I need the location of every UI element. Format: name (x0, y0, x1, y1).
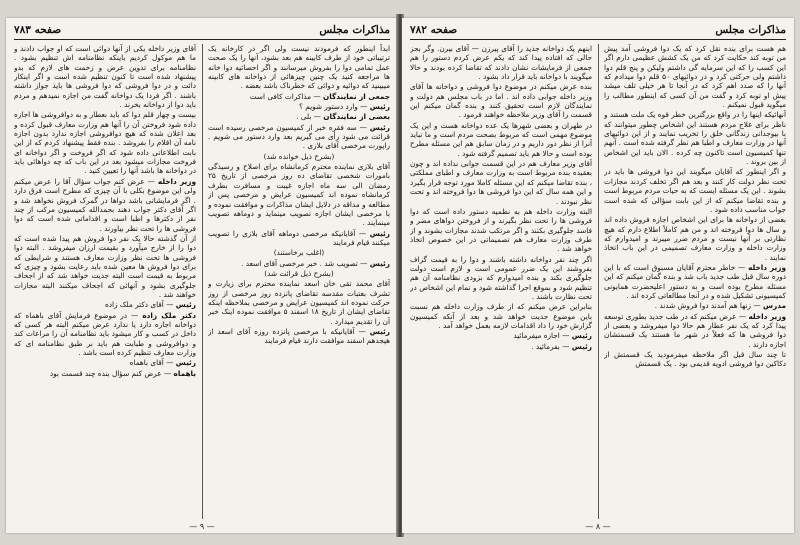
paragraph-text: — سه فقره خبر از کمیسیون مرخصی رسیده است قرائت می شود رأی می گیریم بعد وارد دستور می شویم . راپورت مرخصی آقای بلازی . (208, 122, 390, 151)
speaker-name: رئیس (369, 102, 390, 112)
transcript-paragraph (410, 342, 592, 351)
speaker-name: مدرس (762, 301, 786, 311)
paragraph-text: آقای وزیر داخله یکی از آنها دوائی است که او جواب دادند و ما هم موکول کردیم باینکه نظامنامه اش تنظیم بشود . نظامنامه برای تدوین عرض و زحمت های لازم که بدو پیشنهاد شده است تا کنون تنظیم شده است و اگر اینکار دائت و در دوا فروشی که دوا فروشی ها باید جواز داشته باشند . اگر فردا یک دواخانه گفت من اجازه نمیدهم و مردم باید دوا از دواخانه بخرند . (14, 44, 196, 110)
transcript-paragraph (208, 102, 390, 111)
left-page-header-rule (14, 39, 390, 40)
speaker-name: رئیس (369, 326, 390, 336)
speaker-name: رئیس (175, 358, 196, 368)
paragraph-text: بعضی از دواخانه ها برای این اشخاص اجازه فروش داده اند و سال ها دوا فروخته اند و من هم کاملاً اطلاع دارم که هیچ نظارتی بر آنها نیست و مردم ضرر میبرند و امیدوارم که وزارت داخله و وزارت معارف تصمیمی در این باب اتخاذ نمایند . (604, 215, 786, 262)
paragraph-text: — عرض کنم جواب سؤال آقا را عرض میکنم ولی این موضوع بکلی با آن چیزی که مطرح است فرق دارد . اگر فرمایشاتی باشد دواها در گمرک فروش نخواهد شد و اگر آقای دکتر جواب دهند بحمدالله کمیسیون مرکب از چند نفر از دکترها و اطبا است و اقداماتی شده است که دوا فروشی ها را تحت نظر بیاورند . (14, 176, 196, 233)
left-page-footer-number: — ۹ — (189, 522, 215, 531)
transcript-paragraph (604, 301, 786, 310)
speaker-name: جمعی از نمایندگان (323, 91, 390, 101)
left-page-column-divider (202, 44, 203, 519)
paragraph-text: آنهائیکه اینها را در واقع بزرگترین خطر قوه یک ملت هستند و ناظر برای علاج مردم هستند این اشخاص چطور میتوانند که با بیوجدانی زندگانی خلق را تخریب نمایند و از این دوائیهای آنها در وزارت معارف و اطبا هم نظر گرفته شده است . آنهم تنها کمیسیون است تاکنون چه کرده . الان باید این اشخاص از بین بروند . (604, 110, 786, 167)
speaker-name: وزیر داخله (748, 262, 786, 272)
transcript-paragraph (208, 152, 390, 161)
paragraph-text: البته وزارت داخله هم به نظمیه دستور داده است که دوا فروشی ها را تحت نظر بگیرند و از فروختن دواهای مضر و فاسد جلوگیری بکنند و اگر مرتکب شدند مجازات بشوند و از طرف وزارت معارف هم تصمیماتی در این خصوص اتخاذ خواهد شد . (410, 206, 592, 254)
paragraph-text: — مذاکرات کافی است (249, 91, 321, 101)
transcript-paragraph (410, 44, 592, 81)
paragraph-text: بنده عرض میکنم در موضوع دوا فروشی و دواخانه ها آقای وزیر داخله جوابی داده اند . اما در باب مجلس هم دولت و نمایندگان لازم است تحقیق کنند و بنده گمان میکنم این قسمت را آقای وزیر ملاحظه خواهند فرمود . (410, 82, 592, 120)
transcript-paragraph (410, 159, 592, 206)
transcript-paragraph (14, 44, 196, 109)
transcript-paragraph (604, 44, 786, 109)
transcript-paragraph (604, 350, 786, 369)
paragraph-text: — بلی . (296, 112, 321, 122)
right-page-left-column (410, 44, 592, 519)
left-page (6, 18, 398, 533)
transcript-paragraph (14, 177, 196, 233)
right-page-header-rule (410, 39, 786, 40)
paragraph-text: آقای محمد تقی خان اسعد نماینده محترم برای زیارت و تشرف بعتبات مقدسه تقاضای پانزده روز مرخصی از روز حرکت نموده اند کمیسیون عرایض و مرخصی بملاحظه اینکه تقاضای ایشان از تاریخ ۱۸ اسفند ۵ موافقت نموده اینک خبر آن را تقدیم میدارد . (208, 279, 390, 326)
speaker-name: رئیس (571, 331, 592, 341)
paragraph-text: اینهم یک دواخانه جدید را آقای پیرزن — آقای بیرن. وگر بجز حالی که افتاده پیدا کند که یکم عرض کردم دستور را هم جمعی از فرمایشات نشان دادند که تقاضا کرده بودند و حالا میگویند با دواخانه باید قرار داد بشود . (410, 44, 592, 82)
right-page-column-divider (598, 44, 599, 519)
paragraph-text: — آقای باهماه (129, 358, 174, 368)
paragraph-text: بنابراین عرض میکنم که از طرف وزارت داخله هم نسبت باین موضوع جدیت خواهد شد و بعد از آنکه کمیسیون گزارش خود را داد اقدامات لازمه بعمل خواهد آمد . (410, 302, 592, 330)
right-page-number-label: صفحه ۷۸۲ (410, 24, 458, 36)
paragraph-text: آقای وزیر معارف هم در این قسمت جوابی نداده اند و چون بعقیده بنده مربوط است به وزارت معارف و اطبای مملکتی ، بنده تقاضا میکنم که این مسئله کاملا مورد توجه قرار بگیرد و این همه سال که این دوا فروشی ها دوا فروخته اند و تحت نظر نبودند . (410, 159, 592, 206)
paragraph-text: — اجازه میفرمائید (513, 331, 570, 341)
paragraph-text: — در موضوع فرمایش آقای باهماه که دواخانه اجازه دارد یا ندارد عرض میکنم البته هر کسی که داخل در کسب و کار میشود باید نظامنامه آن را مراعات کند و دوافروشی و طبابت هم باید بر طبق نظامنامه ای که وزارت معارف تنظیم کرده است باشد . (14, 310, 196, 357)
speaker-name: رئیس (369, 122, 390, 132)
speaker-name: بعضی از نمایندگان (323, 112, 390, 122)
paragraph-text: — بفرمائید . (531, 341, 570, 351)
speaker-name: رئیس (369, 228, 390, 238)
speaker-name: وزیر داخله (157, 176, 196, 186)
paragraph-text: — آقایانیکه مرخصی دوماهه آقای بلازی را تصویب میکنند قیام فرمایند (208, 228, 390, 247)
transcript-paragraph (14, 300, 196, 309)
paragraph-text: — تصویب شد . خبر مرخصی آقای اسعد . (241, 258, 368, 268)
transcript-paragraph (14, 110, 196, 175)
left-page-running-title: مذاکرات مجلس (319, 24, 390, 36)
paragraph-text: بیست و چهار قلم دوا که باید بعطار و به دوافروشی ها اجازه داده شود فروختن آن را آنها هم وزارت معارف قبول کرده و بعد اعلان شده که هیچ دوافروشی اجازه ندارد بدون اجازه نامه آن اقلام را بفروشد . بنده فقط پیشنهاد کردم که از این بابت اطلاعاتی داده شود که اگر فروخت و اگر دواخانه ای فروخت مجازات میشود بعد در این باب که چه دواهائی باید در دواخانه ها باشد آنها را تعیین کنید . (14, 110, 196, 176)
transcript-paragraph (208, 259, 390, 268)
paragraph-text: — آقایانیکه با مرخصی پانزده روزه آقای اسعد از هیجدهم اسفند موافقت دارند قیام فرمایند (208, 326, 390, 346)
paragraph-text: — آقای دکتر ملک زاده (104, 300, 174, 310)
transcript-paragraph (410, 207, 592, 254)
paragraph-text: اگر چند نفر دواخانه داشته باشند و دوا را به قیمت گزاف بفروشند این یک ضرر عمومی است و لازم است دولت جلوگیری بکند و بنده امیدوارم که بزودی نظامنامه آن هم تنظیم شود و بموقع اجرا گذاشته شود و تمام این اشخاص در تحت نظارت باشند . (410, 254, 592, 301)
paragraph-text: در طهران و بعضی شهرها یک عده دواخانه هست و این یک موضوع مهمی است که مربوط بصحت مردم است و ما نباید آنرا از نظر دور داریم و در زمان سابق هم این مسئله مطرح بوده است و حالا هم باید تصمیم گرفته شود . (410, 120, 592, 158)
speaker-name: رئیس (369, 258, 390, 268)
transcript-paragraph (14, 358, 196, 367)
paragraph-text: — زنها هم آمدند دوا فروش شدند . (654, 301, 761, 311)
left-page-left-column (14, 44, 196, 519)
paragraph-text: — عرض میکنم که در طب جدید بطوری توسعه پیدا کرد که یک نفر عطار هم حالا دوا میفروشد و بعضی از دوا فروشی ها که فعلاً در شهر ما هستند یک قسمتشان اجازه دارند . (604, 311, 786, 349)
left-page-number-label: صفحه ۷۸۳ (14, 24, 62, 36)
transcript-paragraph (604, 263, 786, 300)
transcript-paragraph (604, 215, 786, 262)
transcript-paragraph (410, 82, 592, 119)
transcript-paragraph (604, 167, 786, 214)
paragraph-text: (بشرح ذیل قرائت شد) (264, 268, 334, 278)
transcript-paragraph (208, 112, 390, 121)
right-page-right-column (604, 44, 786, 519)
paragraph-text: تا چند سال قبل اگر ملاحظه میفرمودید یک قسمتش از دکاکین دوا فروشی ادویه قدیمی بود . یک قسمتش (604, 350, 786, 369)
transcript-paragraph (208, 44, 390, 91)
transcript-paragraph (604, 110, 786, 166)
transcript-paragraph (208, 327, 390, 346)
paragraph-text: و اگر اینطور که آقایان میگویند این دوا فروشی ها باید در تحت نظر دولت کار کنند و بعد هم اگر تخلف کردند مجازات بشوند . این یک مسئله ایست که به حیات مردم مربوط است و بنده تقاضا میکنم که از این بابت سؤالی که شده است جواب مناسب داده شود . (604, 167, 786, 214)
transcript-paragraph (14, 311, 196, 358)
transcript-paragraph (208, 162, 390, 227)
right-page-header (410, 22, 786, 38)
transcript-paragraph (208, 279, 390, 326)
transcript-paragraph (208, 229, 390, 248)
paragraph-text: (بشرح ذیل خوانده شد) (263, 151, 335, 161)
right-page-running-title: مذاکرات مجلس (715, 24, 786, 36)
paragraph-text: هم هست برای بنده نقل کرد که یک دوا فروشی آمد پیش من توبه کند حکایت کرد که من یک کشش عظیمی دارم اگر این کسب را که این سرمایه گی داشتم ولیکن و پنج قلم دوا داشتم ولی حرکتی کرد و در دوائیهای ۵۰ قلم دوا میدادم که آنها را که صدد اهم کرد که در آنجا تا هر خیلی تلف میشد پیش او توبه کرد و گفت من آن کسی که اینطور مطالب را میگوید قبول نمیکنم . (604, 44, 786, 110)
paragraph-text: ابداً اینطور که فرمودند نیست ولی اگر در کارخانه یک ترتیباتی خود از طرف کابینه هم بعد بشود، آنها را یک صحت عمل تمامی دوا را بفروش میرسانند و اگر احصائیه دوا خانه ها مراجعه کنید یک چنین چیزهائی از دواخانه های کابینه میبینید که دوائیه و دوائی که خطرناک باشد بعضه . (208, 44, 390, 91)
speaker-name: وزیر داخله (748, 311, 786, 321)
paragraph-text: آقای بلازی نماینده محترم کرمانشاه برای اصلاح و رسیدگی بامورات شخصی تقاضای ده روز مرخصی از تاریخ ۲۵ رمضان الی سه ماه اجازه غیبت و مسافرت بطرف کرمانشاه نموده اند کمیسیون عرایض و مرخصی پس از مطالعه و مداقه در دلایل ایشان مذاکرات و موافقت نموده و با مرخصی ایشان اجازه تصویب مینماید و دوماهه تصویب مینمایند . (208, 162, 390, 228)
left-page-right-column (208, 44, 390, 519)
speaker-name: دکتر ملک زاده (142, 310, 196, 320)
speaker-name: باهماه (173, 368, 196, 378)
transcript-paragraph (208, 92, 390, 101)
transcript-paragraph (208, 123, 390, 151)
paragraph-text: (اغلب برخاستند) (273, 248, 325, 258)
paragraph-text: از آن گذشته حالا یک نفر دوا فروش هم پیدا شده است که دوا را از خارج میآورد و بقیمت ارزان میفروشد . البته دوا فروشی ها تحت نظر وزارت معارف هستند و شرایطی که برای دوا فروش ها معین شده باید رعایت بشود و چیزی که مربوط به قیمت است البته جدیت خواهد شد که از اجحاف جلوگیری بشود و آنهائی که اجحاف میکنند البته مجازات خواهند شد . (14, 233, 196, 299)
transcript-paragraph (410, 255, 592, 302)
transcript-paragraph (410, 331, 592, 340)
transcript-paragraph (208, 248, 390, 257)
paragraph-text: — عرض کنم سؤال بنده چند قسمت بود (49, 368, 172, 378)
transcript-paragraph (14, 234, 196, 299)
right-page-footer-number: — ۸ — (585, 522, 611, 531)
speaker-name: رئیس (175, 300, 196, 310)
left-page-header (14, 22, 390, 38)
transcript-paragraph (208, 269, 390, 278)
transcript-paragraph (14, 369, 196, 378)
speaker-name: رئیس (571, 341, 592, 351)
right-page (402, 18, 794, 533)
paragraph-text: — خاطر محترم آقایان مسبوق است که با این دوره سال قبل طب جدید باب شد و بنده گمان میکنم که این مسئله مطرح بوده است و به دستور اعلیحضرت همایونی کمیسیونی تشکیل شده و در آنجا مطالعاتی کرده اند . (604, 262, 786, 300)
transcript-paragraph (604, 312, 786, 349)
paragraph-text: — وارد دستور شویم ؟ (299, 102, 368, 112)
transcript-paragraph (410, 302, 592, 330)
transcript-paragraph (410, 121, 592, 158)
